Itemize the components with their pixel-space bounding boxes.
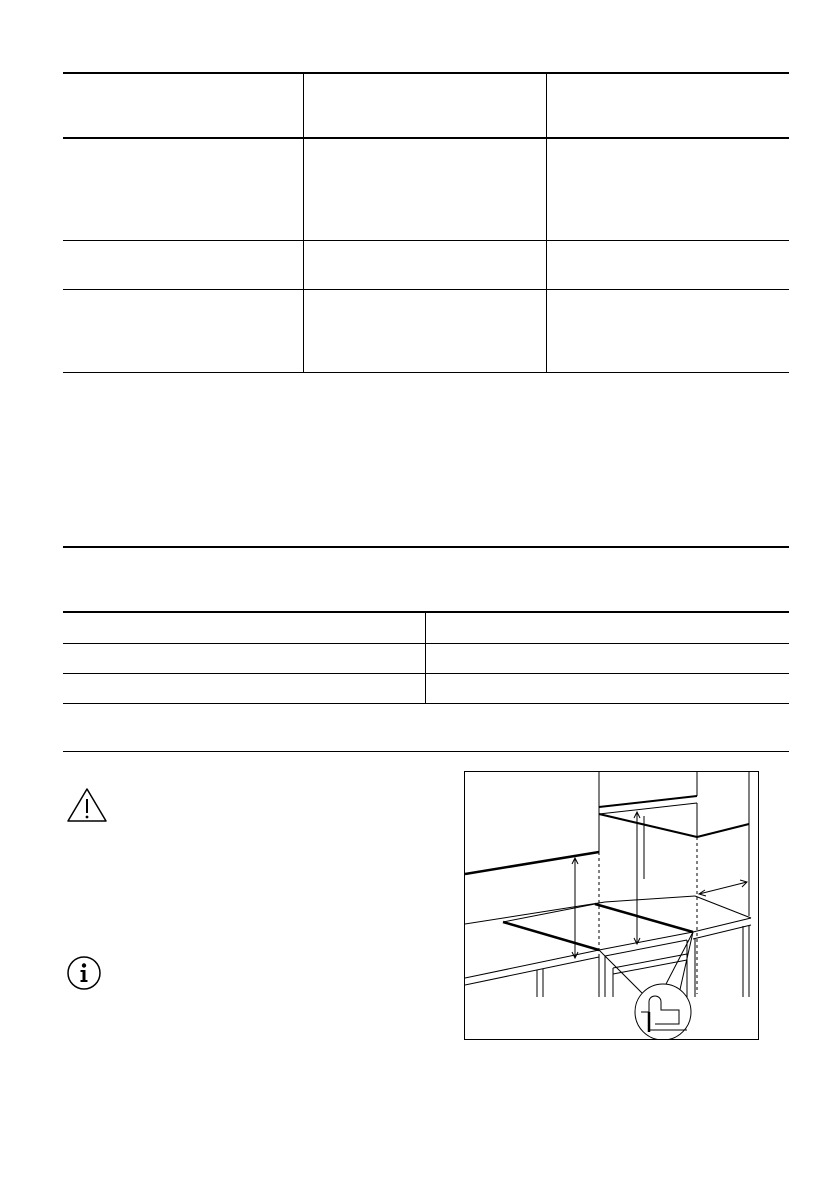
table-1-bottom-rule bbox=[63, 372, 789, 373]
table-1-row-rule bbox=[63, 240, 789, 241]
table-2-top-rule bbox=[63, 611, 789, 613]
installation-diagram bbox=[464, 771, 759, 1040]
section-rule bbox=[63, 546, 789, 548]
table-2-col-rule bbox=[425, 612, 426, 704]
table-1-row-rule bbox=[63, 289, 789, 290]
table-1-col-rule bbox=[546, 73, 547, 373]
table-2-row-rule bbox=[63, 673, 789, 674]
section-rule bbox=[63, 751, 789, 752]
table-1-col-rule bbox=[303, 73, 304, 373]
installation-diagram-drawing bbox=[465, 772, 758, 1039]
table-1-header-rule bbox=[63, 137, 789, 139]
info-circle-icon bbox=[66, 955, 102, 991]
table-1-top-rule bbox=[63, 72, 789, 74]
warning-triangle-icon bbox=[66, 787, 108, 823]
table-2-row-rule bbox=[63, 643, 789, 644]
table-2-bottom-rule bbox=[63, 703, 789, 704]
